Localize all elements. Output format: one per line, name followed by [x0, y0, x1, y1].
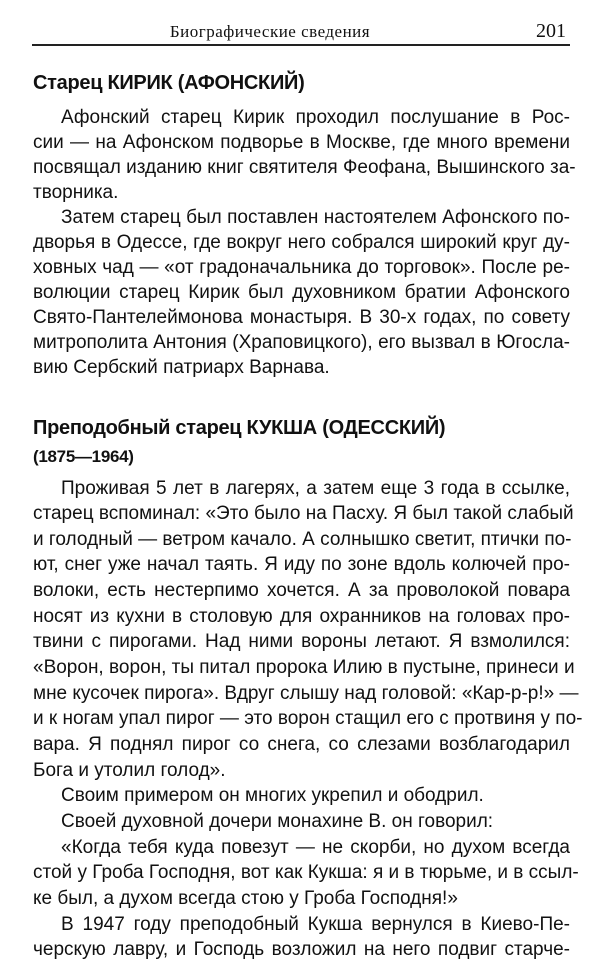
- text-line: ховных чад — «от градоначальника до торговок». После ре-: [33, 256, 570, 278]
- text-line: Своей духовной дочери монахине В. он говорил:: [61, 810, 494, 832]
- text-line: вара. Я поднял пирог со снега, со слезами возблагодарил: [33, 734, 570, 755]
- text-line: и к ногам упал пирог — это ворон стащил его с протвиня у по-: [33, 708, 583, 730]
- text-line: Затем старец был поставлен настоятелем Афонского по-: [61, 206, 570, 228]
- text-line: В 1947 году преподобный Кукша вернулся в Киево-Пе-: [61, 913, 570, 935]
- section-heading: Старец КИРИК (АФОНСКИЙ): [33, 72, 305, 94]
- text-line: сии — на Афонском подворье в Москве, где много времени: [33, 131, 570, 153]
- text-line: старец вспоминал: «Это было на Пасху. Я был такой слабый: [33, 503, 574, 525]
- page-number: 201: [536, 20, 566, 42]
- header-rule: [32, 44, 570, 46]
- running-title: Биографические сведения: [169, 22, 371, 41]
- text-line: стой у Гроба Господня, вот как Кукша: я и в тюрьме, и в ссыл-: [33, 862, 579, 884]
- text-line: носят из кухни в столовую для охранников на головах про-: [33, 605, 570, 627]
- text-line: Проживая 5 лет в лагерях, а затем еще 3 года в ссылке,: [61, 477, 570, 499]
- life-dates: (1875—1964): [33, 447, 134, 466]
- text-line: и голодный — ветром качало. А солнышко светит, птички по-: [33, 528, 572, 550]
- text-line: Своим примером он многих укрепил и ободрил.: [61, 785, 484, 807]
- running-header: [32, 20, 568, 46]
- text-line: ке был, а духом всегда стою у Гроба Господня!»: [33, 887, 458, 909]
- text-line: твини с пирогами. Над ними вороны летают. Я взмолился:: [33, 631, 570, 653]
- text-line: волоки, есть нестерпимо хочется. А за проволокой повара: [33, 580, 570, 602]
- text-line: Афонский старец Кирик проходил послушание в Рос-: [61, 106, 570, 128]
- text-line: «Когда тебя куда повезут — не скорби, но духом всегда: [61, 836, 570, 858]
- text-line: мне кусочек пирога». Вдруг слышу над головой: «Кар-р-р!» —: [33, 682, 579, 704]
- text-line: «Ворон, ворон, ты питал пророка Илию в пустыне, принеси и: [33, 657, 575, 679]
- text-line: посвящал изданию книг святителя Феофана, Вышинского за-: [33, 156, 576, 178]
- section-heading: Преподобный старец КУКША (ОДЕССКИЙ): [33, 417, 446, 439]
- text-line: черскую лавру, и Господь возложил на него подвиг старче-: [33, 939, 570, 961]
- text-line: вию Сербский патриарх Варнава.: [33, 356, 330, 378]
- text-line: творника.: [33, 181, 119, 203]
- text-line: Бога и утолил голод».: [33, 759, 226, 781]
- text-line: митрополита Антония (Храповицкого), его вызвал в Югосла-: [33, 331, 570, 353]
- text-line: ют, снег уже начал таять. Я иду по зоне вдоль колючей про-: [33, 554, 570, 576]
- text-line: Свято-Пантелеймонова монастыря. В 30-х годах, по совету: [33, 306, 570, 328]
- text-line: волюции старец Кирик был духовником братии Афонского: [33, 281, 570, 303]
- text-line: дворья в Одессе, где вокруг него собрался широкий круг ду-: [33, 231, 570, 253]
